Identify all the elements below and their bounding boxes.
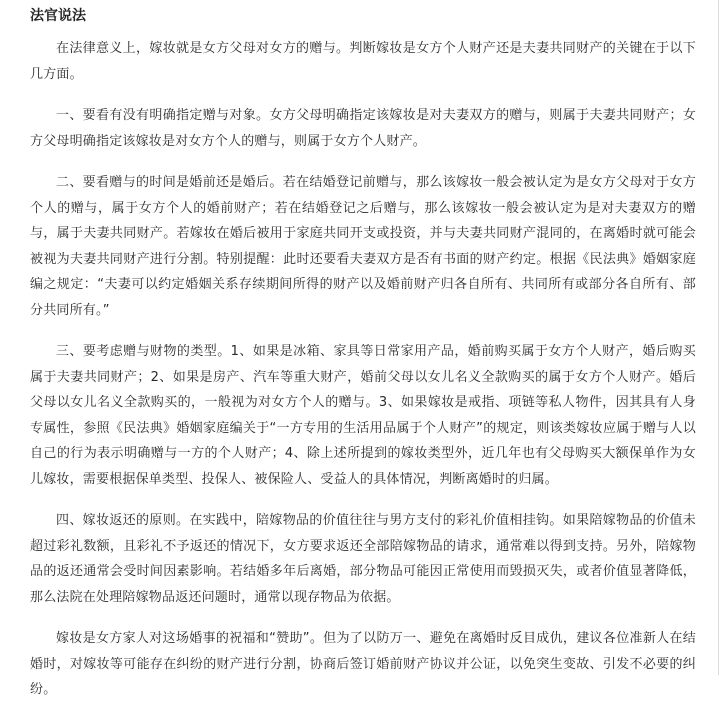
- paragraph-intro: 在法律意义上，嫁妆就是女方父母对女方的赠与。判断嫁妆是女方个人财产还是夫妻共同财产的关键在于以下几方面。: [30, 41, 696, 82]
- paragraph-point-2: 二、要看赠与的时间是婚前还是婚后。若在结婚登记前赠与，那么该嫁妆一般会被认定为是女方父母对于女方个人的赠与，属于女方个人的婚前财产；若在结婚登记之后赠与，那么该嫁妆一般会被认定为是对夫妻双方的赠与，属于夫妻共同财产。若嫁妆在婚后被用于家庭共同开支或投资，并与夫妻共同财产混同的，在离婚时就可能会被视为夫妻共同财产进行分割。特别提醒：此时还要看夫妻双方是否有书面的财产约定。根据《民法典》婚姻家庭编之规定：“夫妻可以约定婚姻关系存续期间所得的财产以及婚前财产归各自所有、共同所有或部分各自所有、部分共同所有。”: [30, 175, 696, 318]
- paragraph-point-3: 三、要考虑赠与财物的类型。1、如果是冰箱、家具等日常家用产品，婚前购买属于女方个人财产，婚后购买属于夫妻共同财产；2、如果是房产、汽车等重大财产，婚前父母以女儿名义全款购买的属于女方个人财产。婚后父母以女儿名义全款购买的，一般视为对女方个人的赠与。3、如果嫁妆是戒指、项链等私人物件，因其具有人身专属性，参照《民法典》婚姻家庭编关于“一方专用的生活用品属于个人财产”的规定，则该类嫁妆应属于赠与人以自己的行为表示明确赠与一方的个人财产；4、除上述所提到的嫁妆类型外，近几年也有父母购买大额保单作为女儿嫁妆，需要根据保单类型、投保人、被保险人、受益人的具体情况，判断离婚时的归属。: [30, 344, 696, 487]
- paragraph-point-1: 一、要看有没有明确指定赠与对象。女方父母明确指定该嫁妆是对夫妻双方的赠与，则属于夫妻共同财产；女方父母明确指定该嫁妆是对女方个人的赠与，则属于女方个人财产。: [30, 108, 696, 149]
- section-heading: 法官说法: [30, 8, 86, 24]
- paragraph-conclusion: 嫁妆是女方家人对这场婚事的祝福和“赞助”。但为了以防万一、避免在离婚时反目成仇，建议各位准新人在结婚时，对嫁妆等可能存在纠纷的财产进行分割，协商后签订婚前财产协议并公证，以免突生变故、引发不必要的纠纷。: [30, 631, 696, 697]
- article-body: [30, 36, 696, 719]
- paragraph-point-4: 四、嫁妆返还的原则。在实践中，陪嫁物品的价值往往与男方支付的彩礼价值相挂钩。如果陪嫁物品的价值未超过彩礼数额，且彩礼不予返还的情况下，女方要求返还全部陪嫁物品的请求，通常难以得到支持。另外，陪嫁物品的返还通常会受时间因素影响。若结婚多年后离婚，部分物品可能因正常使用而毁损灭失，或者价值显著降低，那么法院在处理陪嫁物品返还问题时，通常以现存物品为依据。: [30, 513, 696, 605]
